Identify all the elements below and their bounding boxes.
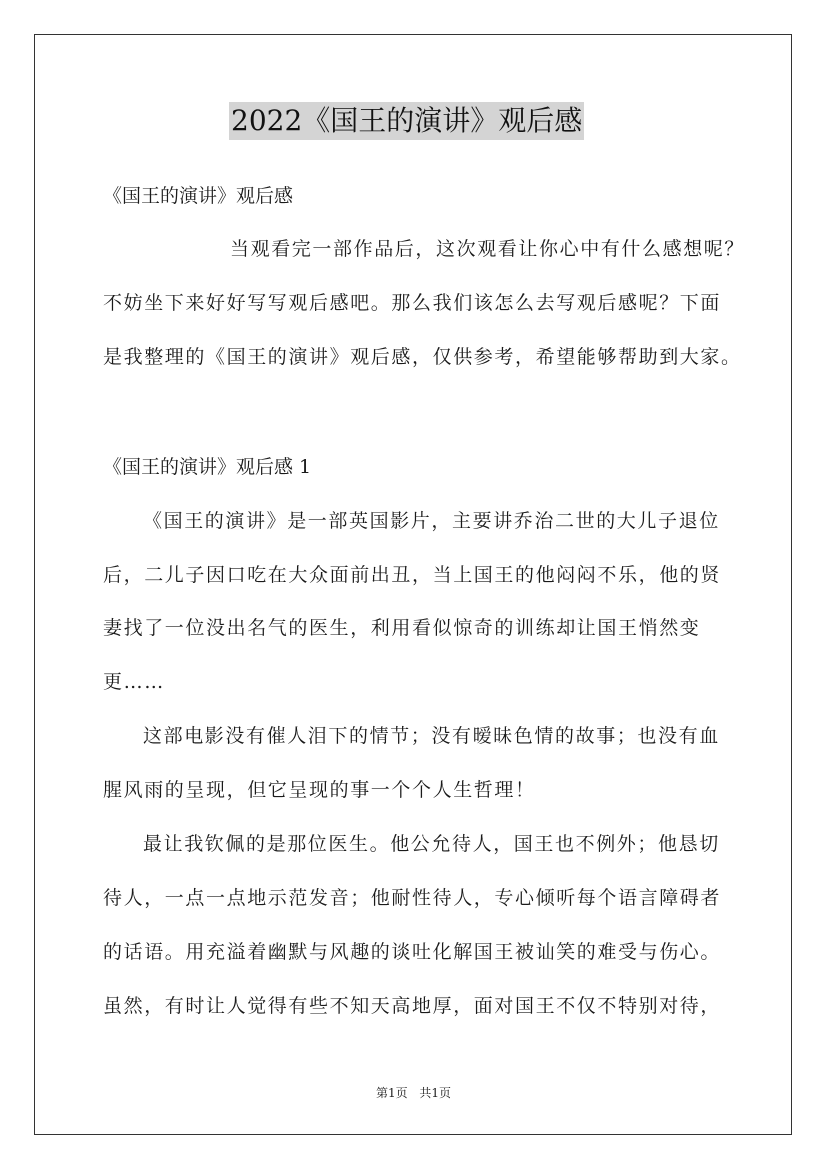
page-number-total: 共1页 xyxy=(419,1086,452,1100)
paragraph1-line-2: 后，二儿子因口吃在大众面前出丑，当上国王的他闷闷不乐，他的贤 xyxy=(103,564,722,586)
paragraph3-line-4: 虽然，有时让人觉得有些不知天高地厚，面对国王不仅不特别对待， xyxy=(103,995,722,1017)
paragraph3-line-3: 的话语。用充溢着幽默与风趣的谈吐化解国王被讪笑的难受与伤心。 xyxy=(103,941,722,963)
paragraph3-line-1: 最让我钦佩的是那位医生。他公允待人，国王也不例外；他恳切 xyxy=(143,833,720,855)
paragraph1-line-3: 妻找了一位没出名气的医生，利用看似惊奇的训练却让国王悄然变 xyxy=(103,617,701,639)
intro-line-1: 当观看完一部作品后，这次观看让你心中有什么感想呢？ xyxy=(230,238,746,260)
document-subtitle: 《国王的演讲》观后感 xyxy=(103,185,294,207)
intro-line-3: 是我整理的《国王的演讲》观后感，仅供参考，希望能够帮助到大家。 xyxy=(103,346,742,368)
document-title: 2022《国王的演讲》观后感 xyxy=(229,102,584,140)
page-footer xyxy=(0,1085,827,1101)
page-number-current: 第1页 xyxy=(375,1086,408,1100)
paragraph1-line-1: 《国王的演讲》是一部英国影片，主要讲乔治二世的大儿子退位 xyxy=(143,510,720,532)
paragraph2-line-1: 这部电影没有催人泪下的情节；没有暧昧色情的故事；也没有血 xyxy=(143,725,720,747)
paragraph3-line-2: 待人，一点一点地示范发音；他耐性待人，专心倾听每个语言障碍者 xyxy=(103,887,722,909)
intro-line-2: 不妨坐下来好好写写观后感吧。那么我们该怎么去写观后感呢？下面 xyxy=(103,292,722,314)
paragraph1-line-4: 更…… xyxy=(103,671,165,693)
section-heading: 《国王的演讲》观后感 1 xyxy=(103,456,312,478)
paragraph2-line-2: 腥风雨的呈现，但它呈现的事一个个人生哲理！ xyxy=(103,779,536,801)
